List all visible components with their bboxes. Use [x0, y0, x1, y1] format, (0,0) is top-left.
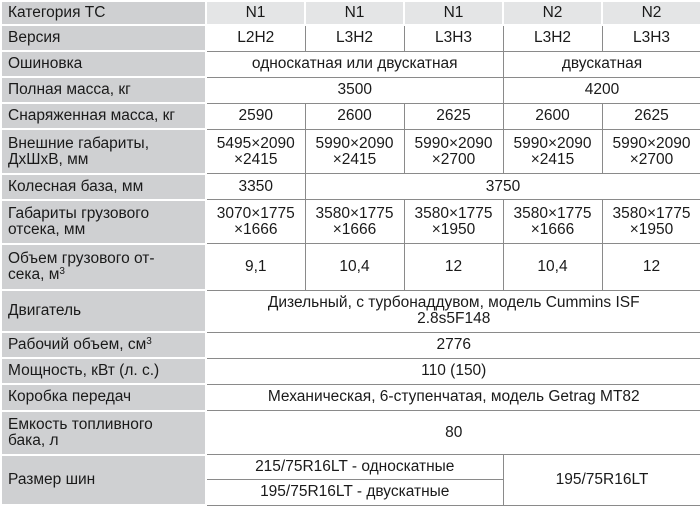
dimensions-cell: 5495×2090 ×2415 — [206, 129, 305, 173]
engine-value-line: Дизельный, с турбонаддувом, модель Cummins ISF — [267, 294, 640, 312]
engine-value — [206, 290, 700, 332]
version-cell: L3H3 — [602, 25, 700, 51]
category-label: Категория ТС — [1, 1, 206, 25]
tires-type-n2: двускатная — [503, 51, 700, 77]
cargo-volume-label — [1, 244, 206, 290]
cargo-volume-label-line: Объем грузового от- — [8, 249, 155, 267]
row-cargo-volume — [1, 244, 700, 290]
power-label: Мощность, кВт (л. с.) — [1, 358, 206, 384]
row-dimensions — [1, 129, 700, 173]
row-tires-type — [1, 51, 700, 77]
cargo-volume-cell: 10,4 — [503, 244, 602, 290]
dimensions-label — [1, 129, 206, 173]
row-gearbox — [1, 384, 700, 410]
gross-mass-n1: 3500 — [206, 77, 503, 103]
row-category — [1, 1, 700, 25]
gross-mass-label: Полная масса, кг — [1, 77, 206, 103]
category-cell: N1 — [404, 1, 503, 25]
row-engine — [1, 290, 700, 332]
cargo-volume-cell: 10,4 — [305, 244, 404, 290]
cargo-dims-cell: 3580×1775 ×1666 — [503, 200, 602, 244]
gearbox-label: Коробка передач — [1, 384, 206, 410]
category-cell: N1 — [305, 1, 404, 25]
row-displacement — [1, 332, 700, 358]
cargo-volume-cell: 12 — [404, 244, 503, 290]
row-cargo-dims — [1, 200, 700, 244]
version-cell: L3H2 — [503, 25, 602, 51]
dimensions-cell: 5990×2090 ×2700 — [404, 129, 503, 173]
engine-label: Двигатель — [1, 290, 206, 332]
cargo-dims-cell: 3580×1775 ×1950 — [404, 200, 503, 244]
curb-mass-label: Снаряженная масса, кг — [1, 103, 206, 129]
tire-size-n2: 195/75R16LT — [503, 455, 700, 505]
dimensions-cell: 5990×2090 ×2415 — [503, 129, 602, 173]
dimensions-cell: 5990×2090 ×2415 — [305, 129, 404, 173]
cargo-dims-cell: 3580×1775 ×1666 — [305, 200, 404, 244]
version-cell: L2H2 — [206, 25, 305, 51]
dimensions-cell: 5990×2090 ×2700 — [602, 129, 700, 173]
cargo-dims-label-line: Габариты грузового — [8, 204, 150, 222]
cargo-dims-label-line: отсека, мм — [8, 220, 86, 238]
fuel-tank-label-line: Емкость топливного — [8, 415, 153, 433]
version-cell: L3H3 — [404, 25, 503, 51]
fuel-tank-value: 80 — [206, 411, 700, 455]
cargo-volume-label-line: сека, $м^3$ — [8, 265, 65, 283]
displacement-value: 2776 — [206, 332, 700, 358]
category-cell: N1 — [206, 1, 305, 25]
gross-mass-n2: 4200 — [503, 77, 700, 103]
curb-mass-cell: 2625 — [404, 103, 503, 129]
wheelbase-label: Колесная база, мм — [1, 174, 206, 200]
version-label: Версия — [1, 25, 206, 51]
displacement-label: Рабочий объем, $см^3$ — [1, 332, 206, 358]
curb-mass-cell: 2600 — [503, 103, 602, 129]
fuel-tank-label — [1, 411, 206, 455]
tire-size-n1-single: 215/75R16LT - односкатные — [206, 455, 503, 480]
gearbox-value: Механическая, 6-ступенчатая, модель Getrag MT82 — [206, 384, 700, 410]
category-cell: N2 — [602, 1, 700, 25]
tire-size-label: Размер шин — [1, 455, 206, 505]
tires-type-label: Ошиновка — [1, 51, 206, 77]
row-version — [1, 25, 700, 51]
wheelbase-short: 3350 — [206, 174, 305, 200]
dimensions-label-line: ДхШхВ, мм — [8, 150, 89, 168]
cargo-dims-label — [1, 200, 206, 244]
superscript: 3 — [146, 336, 152, 348]
row-gross-mass — [1, 77, 700, 103]
superscript: 3 — [59, 265, 65, 277]
curb-mass-cell: 2600 — [305, 103, 404, 129]
engine-value-line: 2.8s5F148 — [417, 310, 491, 328]
category-cell: N2 — [503, 1, 602, 25]
fuel-tank-label-line: бака, л — [8, 431, 59, 449]
row-wheelbase — [1, 174, 700, 200]
tires-type-n1: односкатная или двускатная — [206, 51, 503, 77]
tire-size-n1-dual: 195/75R16LT - двускатные — [206, 480, 503, 505]
power-value: 110 (150) — [206, 358, 700, 384]
dimensions-label-line: Внешние габариты, — [8, 134, 149, 152]
cargo-volume-cell: 12 — [602, 244, 700, 290]
row-curb-mass — [1, 103, 700, 129]
cargo-dims-cell: 3070×1775 ×1666 — [206, 200, 305, 244]
row-tire-size — [1, 455, 700, 480]
row-fuel-tank — [1, 411, 700, 455]
cargo-volume-cell: 9,1 — [206, 244, 305, 290]
wheelbase-long: 3750 — [305, 174, 700, 200]
row-power — [1, 358, 700, 384]
curb-mass-cell: 2625 — [602, 103, 700, 129]
curb-mass-cell: 2590 — [206, 103, 305, 129]
version-cell: L3H2 — [305, 25, 404, 51]
cargo-dims-cell: 3580×1775 ×1950 — [602, 200, 700, 244]
